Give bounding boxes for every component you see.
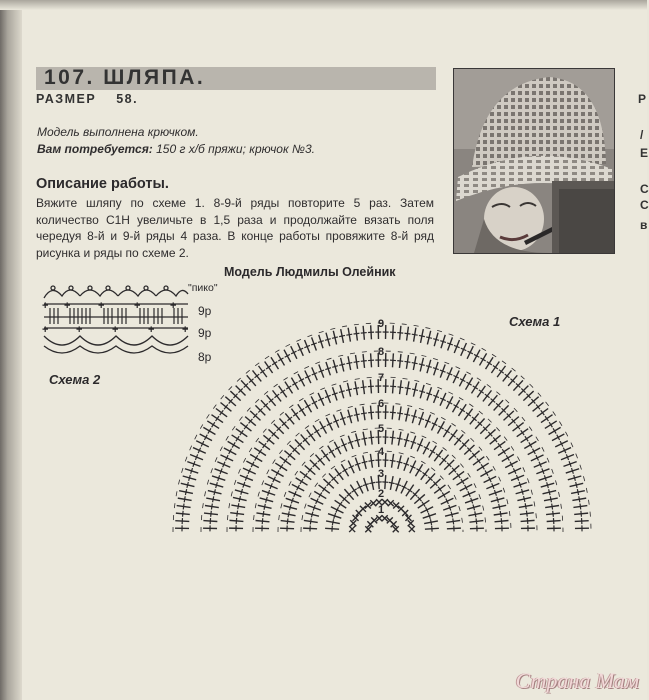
chart-stitch-x (405, 515, 411, 521)
chart-stitch-bar (238, 503, 239, 509)
svg-text:+: + (134, 300, 141, 312)
chart-stitch-bar (430, 519, 431, 525)
chart-stitch-bar (419, 364, 425, 365)
chart-stitch-bar (332, 337, 338, 338)
chart-stitch-bar (211, 504, 212, 510)
chart-stitch-bar (476, 518, 477, 524)
schema2-row-label: 8р (198, 350, 212, 364)
chart-stitch-bar (453, 518, 454, 524)
chart-stitch-bar (264, 504, 265, 510)
chart-stitch-bar (397, 413, 403, 414)
section-heading: Описание работы. (36, 176, 169, 192)
svg-text:+: + (64, 300, 71, 312)
chart-stitch-bar (237, 511, 238, 517)
chart-stitch-bar (552, 504, 553, 510)
chart-stitch-bar (362, 461, 368, 462)
chart-stitch-bar (397, 387, 403, 388)
model-line: Модель выполнена крючком. (37, 125, 199, 139)
materials-label: Вам потребуется: (37, 142, 153, 156)
chart-stitch-bar (426, 366, 432, 368)
chart-stitch-bar (185, 489, 186, 495)
chart-stitch-bar (239, 496, 240, 502)
svg-text:+: + (98, 300, 105, 312)
chart-stitch-bar (397, 438, 403, 439)
chart-stitch-bar (183, 511, 184, 517)
chart-stitch-bar (404, 414, 410, 415)
chart-stitch-bar (580, 504, 581, 510)
chart-stitch-bar (211, 511, 212, 517)
chart-stitch-bar (499, 504, 500, 510)
chart-row-number: 4 (378, 446, 385, 458)
chart-stitch-x (370, 500, 376, 506)
watermark-logo: Страна Мам (515, 668, 639, 693)
chart-stitch-bar (361, 413, 367, 414)
chart-row-number: 1 (378, 504, 385, 516)
chart-stitch-bar (310, 518, 311, 524)
chart-stitch-bar (411, 416, 417, 418)
materials-value: 150 г х/б пряжи; крючок №3. (152, 142, 315, 156)
chart-stitch-bar (354, 333, 360, 334)
svg-text:+: + (42, 300, 49, 312)
chart-stitch-bar (579, 496, 580, 502)
chart-stitch-bar (405, 333, 411, 334)
chart-stitch-bar (574, 475, 576, 481)
svg-text:+: + (170, 300, 177, 312)
chart-stitch-x (349, 526, 355, 532)
chart-stitch-bar (577, 489, 578, 495)
svg-text:+: + (148, 324, 155, 336)
edge-letter: Е (640, 146, 649, 160)
chart-stitch-bar (412, 363, 418, 364)
chart-stitch-bar (412, 389, 418, 390)
chart-stitch-bar (289, 505, 291, 511)
chart-stitch-bar (412, 334, 418, 335)
chart-stitch-bar (361, 387, 367, 388)
chart-stitch-bar (184, 496, 185, 502)
chart-stitch-bar (189, 475, 191, 481)
chart-stitch-bar (473, 505, 475, 511)
chart-stitch-bar (368, 412, 374, 413)
chart-stitch-bar (346, 363, 352, 364)
chart-stitch-bar (581, 511, 582, 517)
chart-row-number: 6 (378, 398, 385, 410)
svg-text:+: + (112, 324, 119, 336)
svg-text:+: + (76, 324, 83, 336)
size-label: РАЗМЕР (36, 92, 97, 106)
chart-stitch-bar (346, 389, 352, 390)
chart-stitch-x (350, 520, 356, 526)
svg-text:+: + (42, 324, 49, 336)
chart-stitch-bar (339, 364, 345, 365)
chart-stitch-bar (553, 511, 554, 517)
chart-stitch-bar (361, 438, 367, 439)
chart-row-number: 7 (378, 372, 385, 384)
chart-row-number: 8 (378, 346, 385, 358)
author-credit: Модель Людмилы Олейник (224, 265, 396, 279)
chart-row-number: 2 (378, 488, 385, 500)
chart-stitch-bar (369, 482, 375, 483)
chart-row-number: 9 (378, 318, 385, 330)
edge-letter: С (640, 198, 649, 212)
edge-letter: С (640, 182, 649, 196)
chart-stitch-bar (501, 518, 502, 524)
chart-stitch-x (353, 515, 359, 521)
chart-stitch-bar (389, 482, 395, 483)
chart-stitch-bar (339, 335, 345, 336)
schema2-row-label: 9р (198, 326, 212, 340)
chart-stitch-bar (419, 391, 425, 393)
schema1-label: Схема 1 (509, 314, 561, 329)
chart-stitch-bar (353, 388, 359, 389)
description-text: Вяжите шляпу по схеме 1. 8-9-й ряды повторите 5 раз. Затем количество С1Н увеличьте в 1,5 раза и продолжайте вязать поля чередуя 8-й и 9-й ряды 4 раза. В конце работы провяжите 8-й ряд рисунка и ряды по схеме 2. (36, 196, 434, 260)
chart-stitch-bar (311, 512, 312, 518)
chart-stitch-bar (187, 482, 188, 488)
chart-stitch-bar (216, 482, 218, 488)
chart-stitch-bar (266, 497, 268, 503)
chart-stitch-bar (547, 482, 549, 488)
chart-stitch-bar (354, 361, 360, 362)
chart-stitch-bar (522, 489, 524, 495)
chart-stitch-bar (405, 388, 411, 389)
chart-stitch-bar (404, 361, 410, 362)
chart-stitch-bar (368, 460, 374, 461)
chart-stitch-bar (390, 412, 396, 413)
chart-stitch-bar (497, 497, 499, 503)
chart-stitch-bar (332, 366, 338, 368)
schema2-label: Схема 2 (49, 372, 101, 387)
chart-stitch-bar (526, 511, 527, 517)
chart-stitch-bar (355, 439, 361, 441)
chart-row-number: 3 (378, 468, 385, 480)
chart-stitch-x (360, 506, 366, 512)
chart-stitch-bar (263, 511, 264, 517)
edge-letter: в (640, 218, 648, 232)
chart-stitch-bar (549, 489, 550, 495)
chart-stitch-bar (346, 334, 352, 335)
chart-stitch-bar (214, 489, 215, 495)
chart-stitch-bar (347, 416, 353, 418)
schema2-row-label: 9р (198, 304, 212, 318)
chart-stitch-bar (183, 504, 184, 510)
chart-stitch-bar (361, 333, 367, 334)
edge-letter: / (640, 128, 644, 142)
chart-stitch-x (409, 526, 415, 532)
chart-stitch-x (408, 520, 414, 526)
chart-stitch-bar (397, 361, 403, 362)
chart-stitch-bar (576, 482, 577, 488)
article-title: 107. ШЛЯПА. (44, 66, 206, 89)
chart-stitch-bar (475, 511, 476, 517)
size-value: 58. (116, 92, 139, 106)
chart-row-number: 5 (378, 423, 385, 435)
chart-stitch-bar (390, 460, 396, 461)
chart-stitch-bar (241, 489, 243, 495)
chart-stitch-bar (339, 391, 345, 393)
chart-stitch-bar (287, 518, 288, 524)
chart-stitch-bar (433, 339, 439, 341)
chart-stitch-x (393, 503, 399, 509)
chart-stitch-bar (354, 414, 360, 415)
chart-stitch-bar (332, 519, 333, 525)
edge-letter: Р (638, 92, 647, 106)
chart-stitch-bar (361, 361, 367, 362)
chart-stitch-bar (500, 511, 501, 517)
schema2-piko-label: "пико" (188, 282, 218, 294)
chart-stitch-bar (550, 496, 551, 502)
chart-stitch-x (402, 510, 408, 516)
chart-stitch-bar (397, 333, 403, 334)
chart-stitch-bar (404, 439, 410, 441)
chart-stitch-bar (426, 337, 432, 338)
chart-stitch-bar (390, 437, 396, 438)
chart-stitch-bar (397, 461, 403, 462)
chart-stitch-x (388, 500, 394, 506)
chart-stitch-bar (419, 335, 425, 336)
chart-stitch-bar (213, 496, 214, 502)
svg-text:+: + (182, 324, 189, 336)
chart-stitch-bar (325, 339, 331, 341)
chart-stitch-bar (525, 503, 526, 509)
chart-stitch-bar (262, 518, 263, 524)
chart-stitch-bar (524, 496, 525, 502)
chart-stitch-bar (451, 512, 452, 518)
chart-stitch-bar (368, 437, 374, 438)
chart-stitch-x (365, 503, 371, 509)
chart-stitch-bar (288, 511, 289, 517)
